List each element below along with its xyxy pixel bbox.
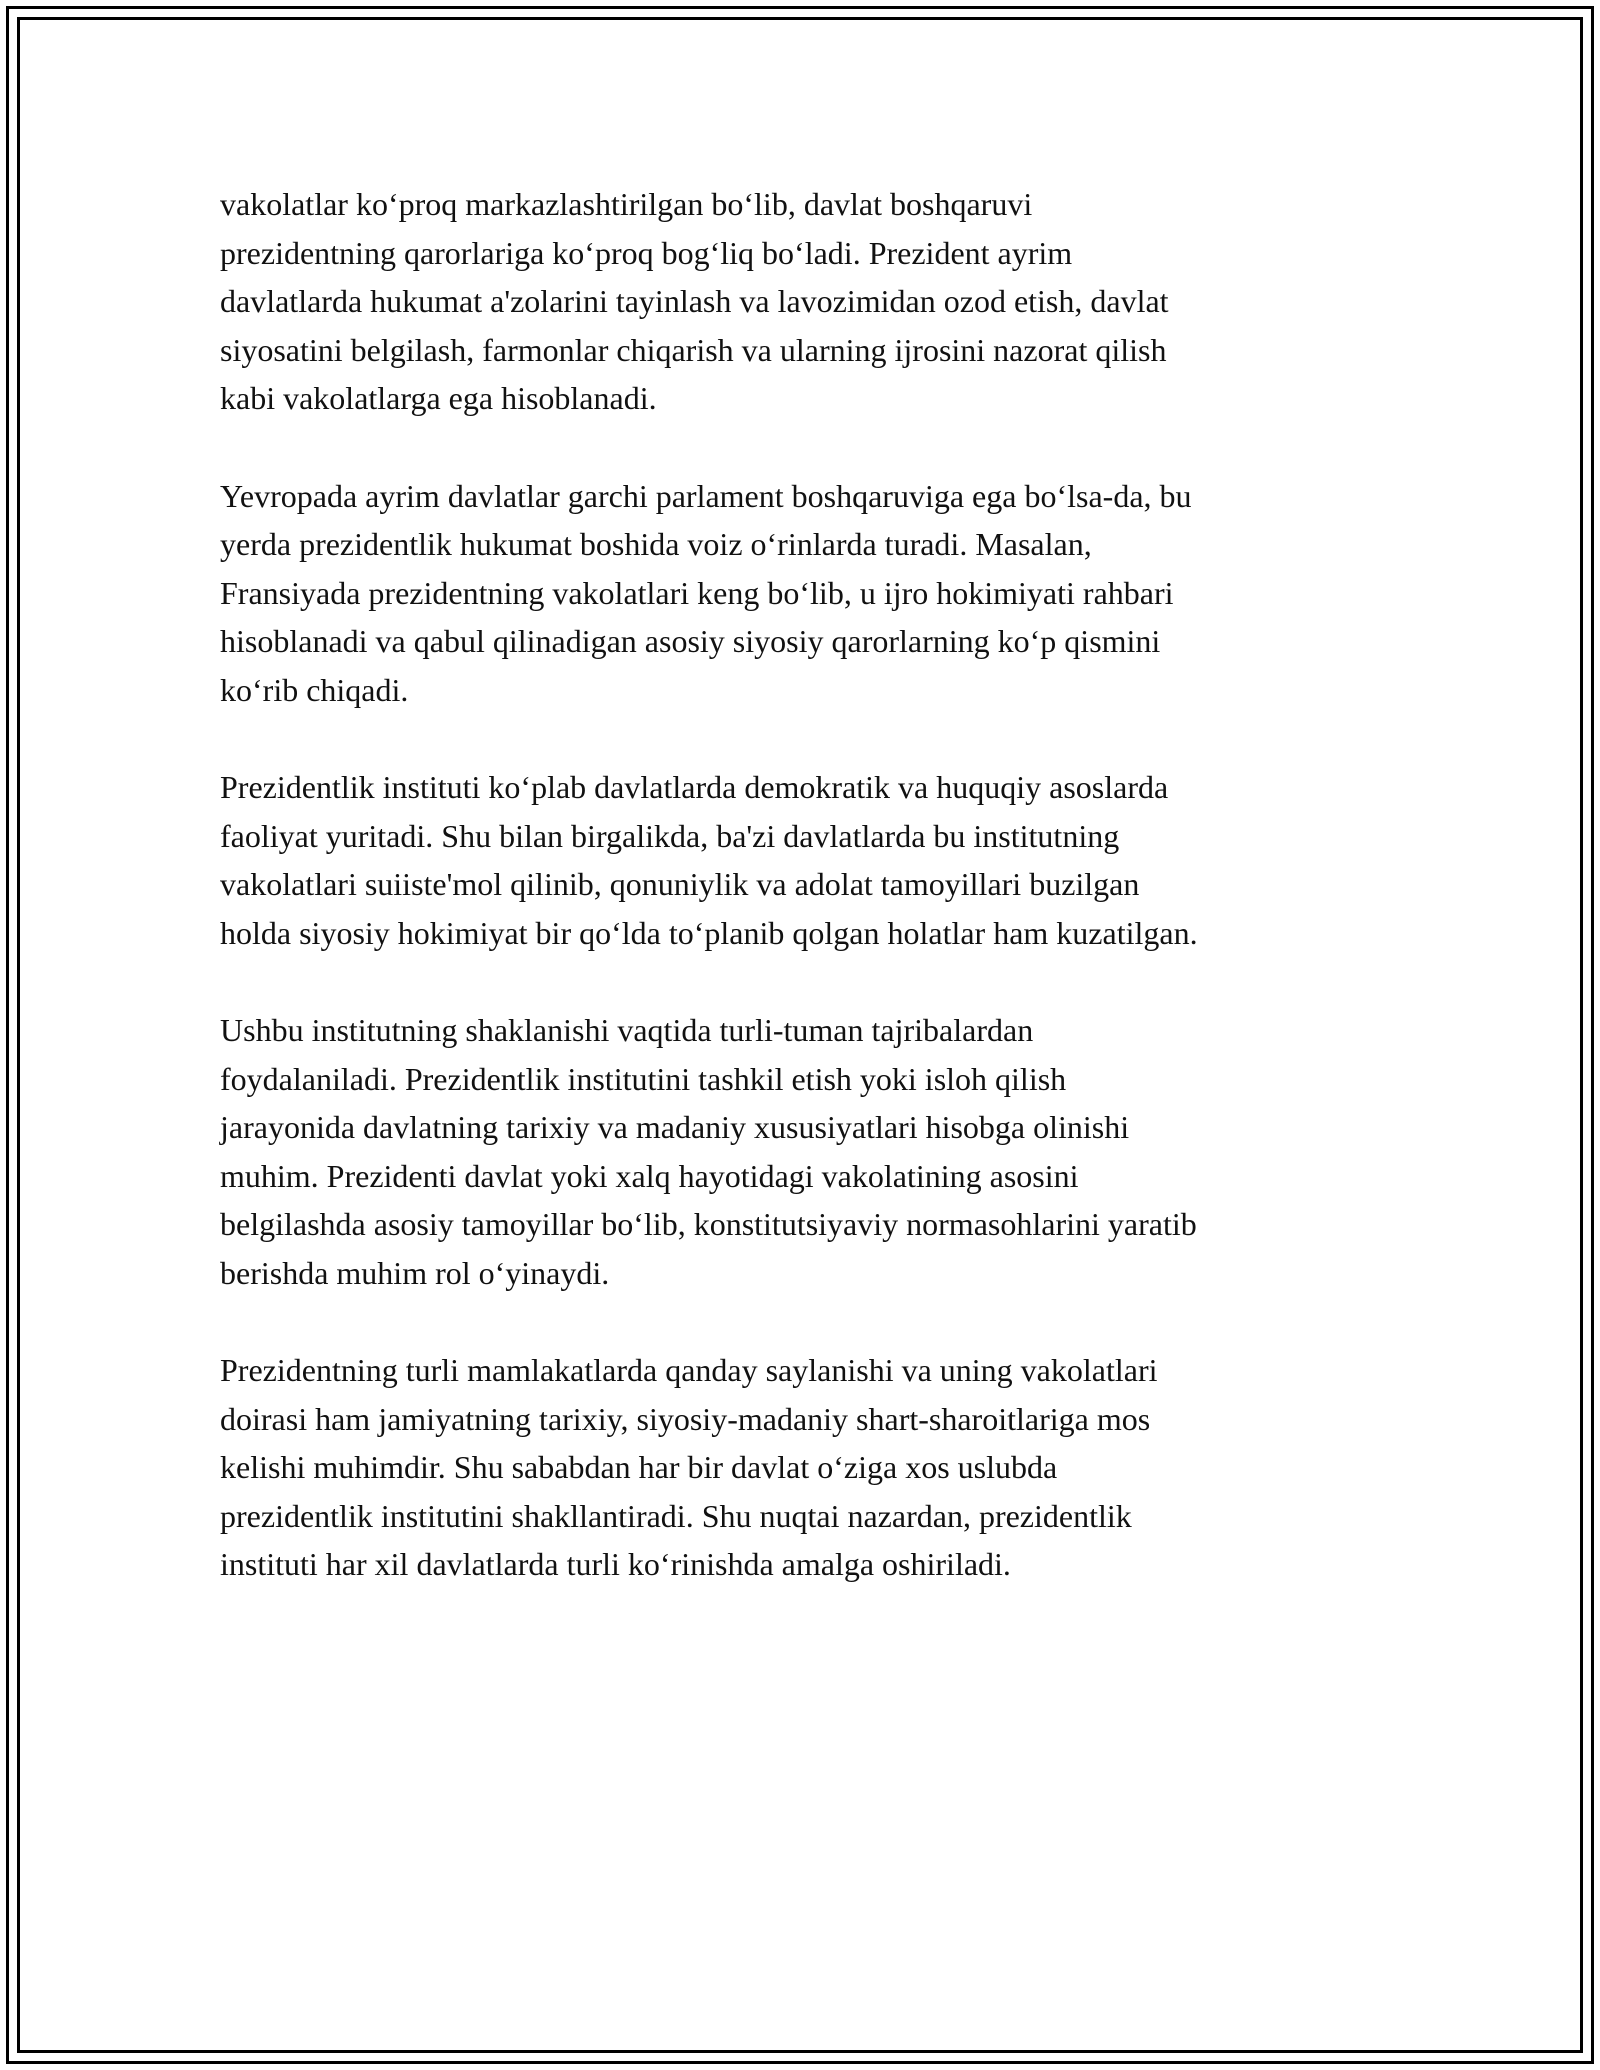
text-line: Prezidentning turli mamlakatlarda qanday saylanishi va uning vakolatlari: [220, 1352, 1158, 1388]
paragraph-3: [220, 763, 1380, 957]
text-line: Ushbu institutning shaklanishi vaqtida turli-tuman tajribalardan: [220, 1012, 1034, 1048]
text-line: kabi vakolatlarga ega hisoblanadi.: [220, 380, 657, 416]
text-line: vakolatlari suiiste'mol qilinib, qonuniylik va adolat tamoyillari buzilgan: [220, 866, 1140, 902]
text-line: belgilashda asosiy tamoyillar bo‘lib, konstitutsiyaviy normasohlarini yaratib: [220, 1206, 1197, 1242]
text-line: holda siyosiy hokimiyat bir qo‘lda to‘planib qolgan holatlar ham kuzatilgan.: [220, 914, 1198, 951]
text-line: faoliyat yuritadi. Shu bilan birgalikda, ba'zi davlatlarda bu institutning: [220, 817, 1120, 854]
text-line: Yevropada ayrim davlatlar garchi parlament boshqaruviga ega bo‘lsa-da, bu: [220, 477, 1192, 514]
text-line: jarayonida davlatning tarixiy va madaniy xususiyatlari hisobga olinishi: [220, 1109, 1130, 1145]
paragraph-5: [220, 1346, 1380, 1589]
text-line: doirasi ham jamiyatning tarixiy, siyosiy-madaniy shart-sharoitlariga mos: [220, 1400, 1151, 1437]
text-line: siyosatini belgilash, farmonlar chiqarish va ularning ijrosini nazorat qilish: [220, 331, 1167, 368]
text-line: ko‘rib chiqadi.: [220, 671, 409, 708]
text-line: prezidentning qarorlariga ko‘proq bog‘liq bo‘ladi. Prezident ayrim: [220, 234, 1073, 271]
text-line: Fransiyada prezidentning vakolatlari keng bo‘lib, u ijro hokimiyati rahbari: [220, 574, 1174, 611]
text-line: muhim. Prezidenti davlat yoki xalq hayotidagi vakolatining asosini: [220, 1157, 1079, 1194]
text-line: vakolatlar ko‘proq markazlashtirilgan bo‘lib, davlat boshqaruvi: [220, 186, 1033, 222]
text-line: yerda prezidentlik hukumat boshida voiz o‘rinlarda turadi. Masalan,: [220, 526, 1092, 562]
document-body: [220, 180, 1380, 1638]
paragraph-1: [220, 180, 1380, 423]
text-line: instituti har xil davlatlarda turli ko‘rinishda amalga oshiriladi.: [220, 1546, 1011, 1582]
text-line: hisoblanadi va qabul qilinadigan asosiy siyosiy qarorlarning ko‘p qismini: [220, 623, 1161, 659]
text-line: foydalaniladi. Prezidentlik institutini tashkil etish yoki isloh qilish: [220, 1060, 1067, 1097]
text-line: Prezidentlik instituti ko‘plab davlatlarda demokratik va huquqiy asoslarda: [220, 769, 1169, 805]
text-line: kelishi muhimdir. Shu sababdan har bir davlat o‘ziga xos uslubda: [220, 1449, 1058, 1485]
text-line: prezidentlik institutini shakllantiradi. Shu nuqtai nazardan, prezidentlik: [220, 1497, 1132, 1534]
paragraph-4: [220, 1006, 1380, 1297]
paragraph-2: [220, 472, 1380, 715]
text-line: davlatlarda hukumat a'zolarini tayinlash va lavozimidan ozod etish, davlat: [220, 283, 1169, 319]
text-line: berishda muhim rol o‘yinaydi.: [220, 1254, 610, 1291]
